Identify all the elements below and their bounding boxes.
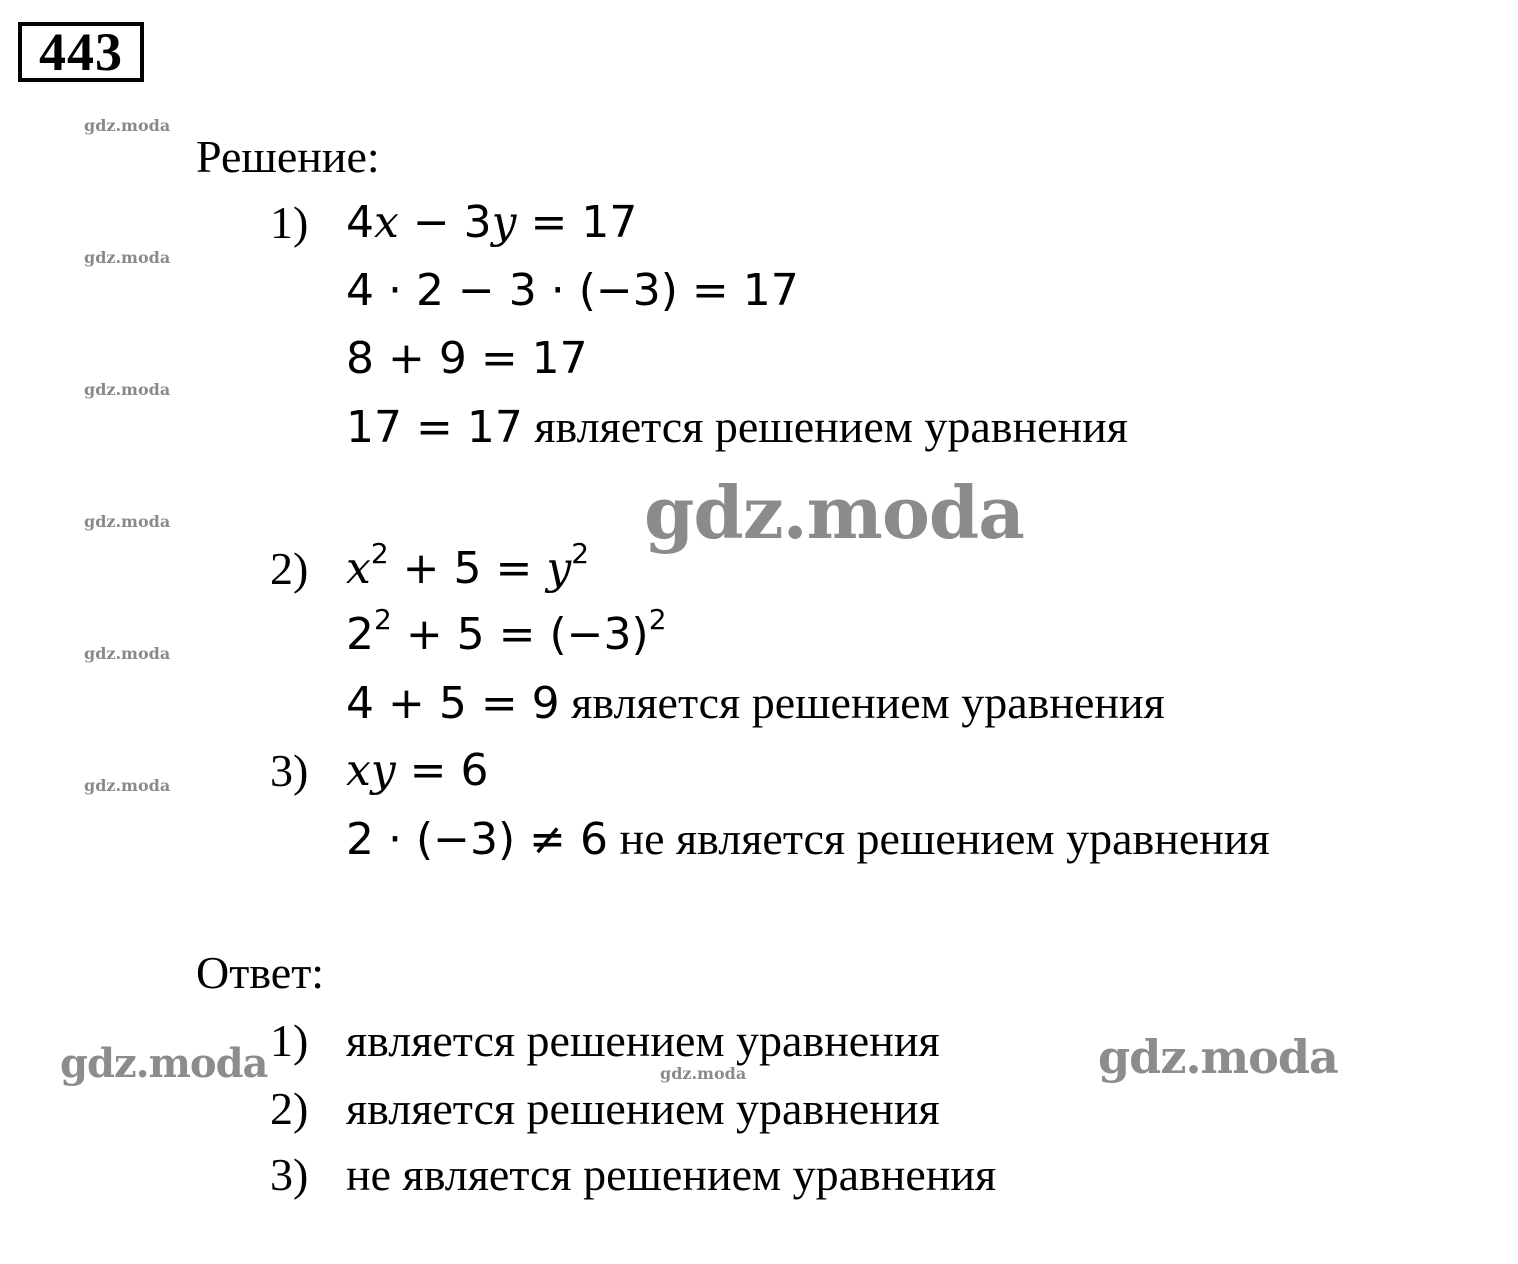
watermark: gdz.moda xyxy=(84,248,171,267)
watermark: gdz.moda xyxy=(644,470,1024,555)
part1-conclusion: является решением уравнения xyxy=(534,401,1128,452)
watermark: gdz.moda xyxy=(84,116,171,135)
answer1-number: 1) xyxy=(270,1015,309,1066)
watermark: gdz.moda xyxy=(1098,1030,1338,1084)
watermark: gdz.moda xyxy=(84,512,171,531)
watermark: gdz.moda xyxy=(60,1040,268,1087)
answer3-number: 3) xyxy=(270,1149,309,1200)
part2-result-math: 4 + 5 = 9 xyxy=(346,678,560,729)
answer2-text: является решением уравнения xyxy=(346,1083,940,1134)
part2-substitution: $2^2 + 5 = (-3)^2$ xyxy=(346,603,667,660)
part2-result xyxy=(346,678,1165,729)
answer2-number: 2) xyxy=(270,1083,309,1134)
problem-number: 443 xyxy=(18,22,144,82)
part3-equation: xy = 6 xyxy=(346,745,489,796)
part3-number: 3) xyxy=(270,745,309,796)
solution-heading: Решение: xyxy=(196,131,380,182)
part3-conclusion: не является решением уравнения xyxy=(619,813,1270,864)
watermark: gdz.moda xyxy=(84,380,171,399)
answer3-text: не является решением уравнения xyxy=(346,1149,997,1200)
part2-equation: $x^2 + 5 = y^2$ xyxy=(346,537,590,594)
part3-result xyxy=(346,814,1270,865)
part2-number: 2) xyxy=(270,543,309,594)
answer1-text: является решением уравнения xyxy=(346,1015,940,1066)
answer-heading: Ответ: xyxy=(196,947,325,998)
part1-sum: 8 + 9 = 17 xyxy=(346,333,588,384)
part1-equation: 4x − 3y = 17 xyxy=(346,197,638,248)
watermark: gdz.moda xyxy=(84,644,171,663)
part1-result xyxy=(346,402,1128,453)
part3-result-math: 2 · (−3) ≠ 6 xyxy=(346,814,608,865)
part1-substitution: 4 · 2 − 3 · (−3) = 17 xyxy=(346,265,799,316)
part1-result-math: 17 = 17 xyxy=(346,402,523,453)
part1-number: 1) xyxy=(270,197,309,248)
watermark: gdz.moda xyxy=(84,776,171,795)
watermark: gdz.moda xyxy=(660,1064,747,1083)
part2-conclusion: является решением уравнения xyxy=(571,677,1165,728)
